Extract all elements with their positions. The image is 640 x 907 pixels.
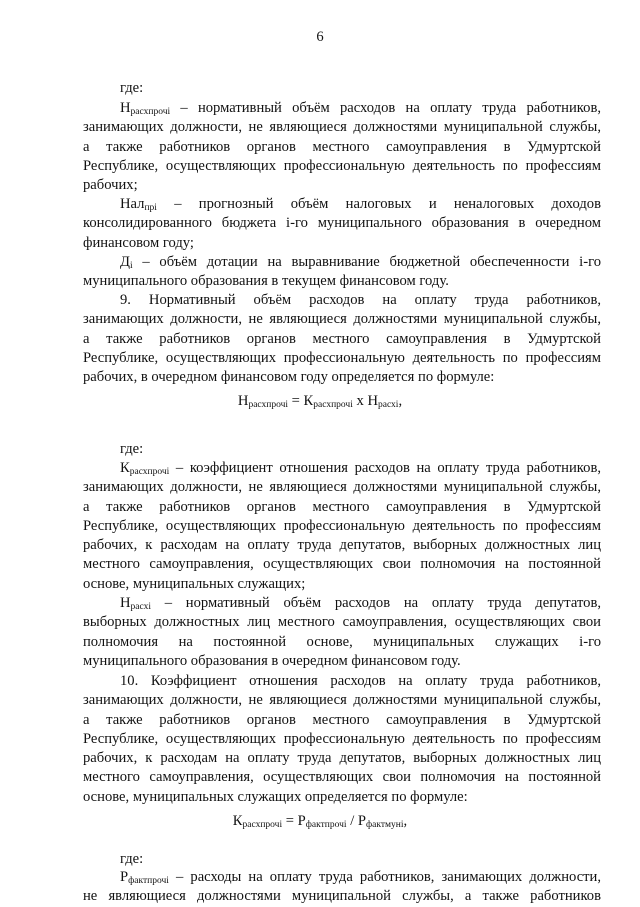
symbol-subscript: расхпрочі <box>129 467 170 477</box>
symbol-subscript: фактпрочі <box>128 876 169 886</box>
definition-k-rashprochi: $К_{расхпрочі}$ – коэффициент отношения расходов на оплату труда работников, занимающих должности, не являющиеся должностями муниципальной службы, а также работников органов местного самоуправления в Удмуртской Республике, осуществляющих профессиональную деятельность по профессиям рабочих, к расходам на оплату труда депутатов, выборных должностных лиц местного самоуправления, осуществляющих свои полномочия на постоянной основе, муниципальных служащих; <box>83 460 601 592</box>
symbol-subscript: расхпрочі <box>130 107 171 117</box>
page-number: 6 <box>316 29 324 45</box>
formula-2: $К_{расхпрочі} = Р_{фактпрочі} / Р_{фактмуні}$, <box>232 813 408 830</box>
formula-1: $Н_{расхпрочі} = К_{расхпрочі}$ х $Н_{расхі}$, <box>237 393 403 410</box>
definition-d-i: $Д_і$ – объём дотации на выравнивание бюджетной обеспеченности і-го муниципального образования в текущем финансовом году. <box>83 254 602 290</box>
symbol: Д <box>120 254 130 270</box>
where-label-2: где: <box>120 441 144 457</box>
symbol: Н <box>120 100 131 116</box>
definition-n-rashprochi: $Н_{расхпрочі}$ – нормативный объём расходов на оплату труда работников, занимающих должности, не являющиеся должностями муниципальной службы, а также работников органов местного самоуправления в Удмуртской Республике, осуществляющих профессиональную деятельность по профессиям рабочих; <box>83 100 601 194</box>
symbol-subscript: прі <box>144 203 157 213</box>
where-label-3: где: <box>120 851 144 867</box>
symbol: Р <box>120 869 129 885</box>
item-9-paragraph: 9. Нормативный объём расходов на оплату труда работников, занимающих должности, не являющиеся должностями муниципальной службы, а также работников органов местного самоуправления в Удмуртской Республике, осуществляющих профессиональную деятельность по профессиям рабочих, в очередном финансовом году определяется по формуле: <box>83 292 601 386</box>
symbol: Н <box>120 595 131 611</box>
definition-nal-pri: Нал$_{прі}$ – прогнозный объём налоговых и неналоговых доходов консолидированного бюджета і-го муниципального образования в очередном финансовом году; <box>83 196 601 251</box>
item-10-paragraph: 10. Коэффициент отношения расходов на оплату труда работников, занимающих должности, не являющиеся должностями муниципальной службы, а также работников органов местного самоуправления в Удмуртской Республике, осуществляющих профессиональную деятельность по профессиям рабочих, к расходам на оплату труда депутатов, выборных должностных лиц местного самоуправления, осуществляющих свои полномочия на постоянной основе, муниципальных служащих определяется по формуле: <box>83 673 601 805</box>
symbol-subscript: і <box>129 261 133 271</box>
where-label-1: где: <box>120 80 144 96</box>
symbol-subscript: расхі <box>130 602 151 612</box>
symbol: К <box>120 460 130 476</box>
definition-r-faktprochi: $Р_{фактпрочі}$ – расходы на оплату труда работников, занимающих должности, не являющиеся должностями муниципальной службы, а также работников <box>83 869 602 905</box>
symbol: Нал <box>120 196 145 212</box>
definition-n-rashi: $Н_{расхі}$ – нормативный объём расходов на оплату труда депутатов, выборных должностных лиц местного самоуправления, осуществляющих свои полномочия на постоянной основе, муниципальных служащих і-го муниципального образования в очередном финансовом году. <box>83 595 601 669</box>
